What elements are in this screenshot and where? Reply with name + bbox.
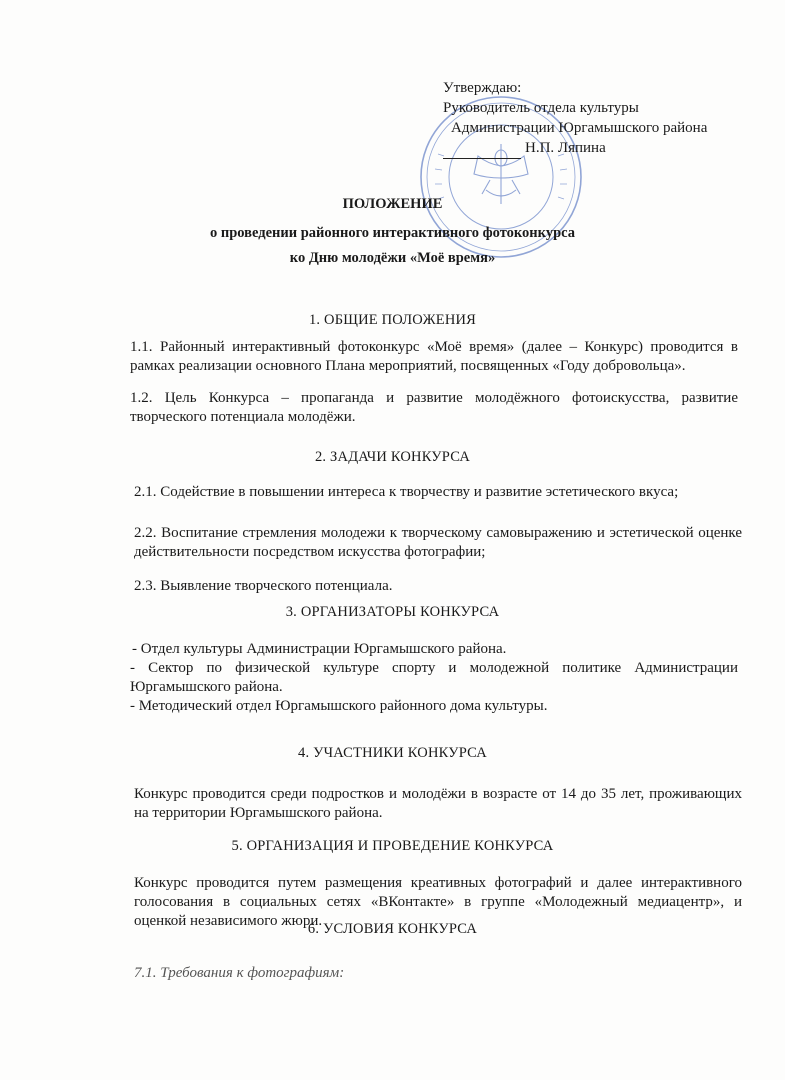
section-6-heading: 6. УСЛОВИЯ КОНКУРСА [307,921,478,937]
section-3-para-1: - Отдел культуры Администрации Юргамышского района. [132,641,507,657]
section-5-para-1: Конкурс проводится путем размещения креативных фотографий и далее интерактивного голосования в социальных сетях «ВКонтакте» в группе «Молодежный медиацентр», и оценкой независимого жюри. [134,875,742,929]
approver-name: Н.П. Ляпина [525,140,606,156]
section-4-heading: 4. УЧАСТНИКИ КОНКУРСА [298,745,487,761]
section-1-heading: 1. ОБЩИЕ ПОЛОЖЕНИЯ [308,312,477,328]
section-2-para-2: 2.2. Воспитание стремления молодежи к творческому самовыражению и эстетической оценке действительности посредством искусства фотографии; [134,525,742,560]
section-1-para-2: 1.2. Цель Конкурса – пропаганда и развитие молодёжного фотоискусства, развитие творческого потенциала молодёжи. [130,390,738,425]
approval-line-2: Руководитель отдела культуры [443,100,639,116]
section-3-heading: 3. ОРГАНИЗАТОРЫ КОНКУРСА [285,604,500,620]
section-2-para-3: 2.3. Выявление творческого потенциала. [134,578,393,594]
section-6-para-1: 7.1. Требования к фотографиям: [134,965,345,981]
section-2-para-1: 2.1. Содействие в повышении интереса к творчеству и развитие эстетического вкуса; [134,484,679,500]
section-2-heading: 2. ЗАДАЧИ КОНКУРСА [314,449,471,465]
section-3-para-2: - Сектор по физической культуре спорту и молодежной политике Администрации Юргамышского района. [130,660,738,695]
section-1-para-1: 1.1. Районный интерактивный фотоконкурс «Моё время» (далее – Конкурс) проводится в рамках реализации основного Плана мероприятий, посвященных «Году добровольца». [130,339,738,374]
document-subtitle-1: о проведении районного интерактивного фотоконкурса [209,225,575,241]
approval-line-1: Утверждаю: [443,80,522,96]
section-3-para-3: - Методический отдел Юргамышского районного дома культуры. [130,698,548,714]
section-5-heading: 5. ОРГАНИЗАЦИЯ И ПРОВЕДЕНИЕ КОНКУРСА [231,838,554,854]
approval-block [443,78,763,158]
document-subtitle-2: ко Дню молодёжи «Моё время» [289,250,496,266]
section-4-para-1: Конкурс проводится среди подростков и молодёжи в возрасте от 14 до 35 лет, проживающих на территории Юргамышского района. [134,786,742,821]
document-title: ПОЛОЖЕНИЕ [342,196,443,212]
signature-line [443,138,521,159]
approval-line-3: Администрации Юргамышского района [451,120,708,136]
